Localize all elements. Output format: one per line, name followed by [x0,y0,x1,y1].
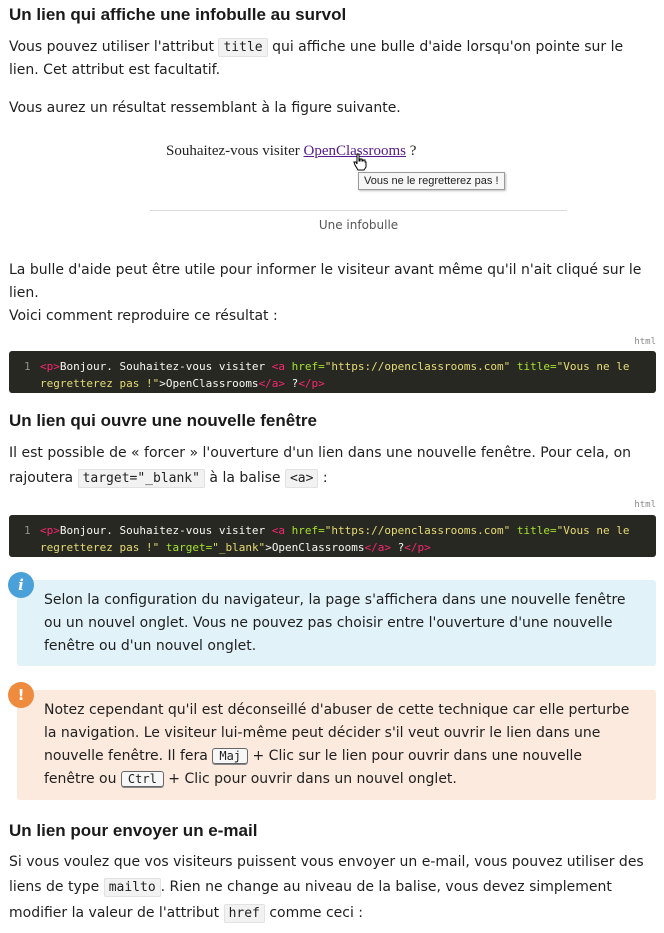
tag: </p> [404,541,431,554]
text: + Clic sur le lien pour ouvrir dans une nouvelle [252,748,583,764]
section-title-email: Un lien pour envoyer un e-mail [9,821,258,840]
text: liens de type [9,879,100,895]
text: fenêtre ou d'un nouvel onglet. [44,638,257,654]
tag: </a> [364,541,392,554]
tag: </p> [298,377,325,390]
text: La bulle d'aide peut être utile pour informer le visiteur avant même qu'il n'ait cliqué sur le [9,262,642,278]
text: lien. Cet attribut est facultatif. [9,62,221,78]
code-content [40,522,629,556]
code-lang-label: html [634,337,656,347]
tag-close: > [265,541,272,554]
figure-sentence [166,143,416,160]
text: lien. [9,285,39,301]
text: Voici comment reproduire ce résultat : [9,308,278,324]
hand-cursor-icon [352,153,368,171]
text: : [322,470,328,486]
paragraph-infobulle-intro [9,36,659,82]
code-block-infobulle[interactable] [9,351,656,393]
text: à la balise [209,470,281,486]
text: nouvelle fenêtre. Il fera [44,748,208,764]
attr: href= [285,360,325,373]
section-title-infobulle: Un lien qui affiche une infobulle au survol [9,5,347,24]
code-content [40,358,629,392]
text: Notez cependant qu'il est déconseillé d'abuser de cette technique car elle perturbe [44,702,630,718]
info-callout [17,580,656,666]
text: rajoutera [9,470,74,486]
text: modifier la valeur de l'attribut [9,905,220,921]
string: "_blank" [212,541,266,554]
text: ? [391,541,405,554]
text: Souhaitez-vous visiter [166,143,304,159]
paragraph-infobulle-usage [9,259,659,329]
text: OpenClassrooms [165,377,259,390]
tag: <p> [40,360,60,373]
line-number: 1 [24,360,31,373]
string: "https://openclassrooms.com" [324,360,511,373]
info-icon: i [8,572,34,598]
string: regretterez pas !" [40,377,160,390]
text: qui affiche une bulle d'aide lorsqu'on pointe sur le [272,39,624,55]
warning-icon: ! [8,682,34,708]
tag-close: > [159,377,166,390]
text: fenêtre ou [44,771,117,787]
figure-caption: Une infobulle [318,218,399,232]
attr: target= [159,541,213,554]
text: Si vous voulez que vos visiteurs puissent vous envoyer un e-mail, vous pouvez utiliser des [9,854,644,870]
tag: </a> [258,377,286,390]
attr: title= [510,524,557,537]
tag: <p> [40,524,60,537]
text: . Rien ne change au niveau de la balise, vous devez simplement [160,879,612,895]
tag: <a [271,524,286,537]
code-lang-label: html [634,500,656,510]
text: ou un nouvel onglet. Vous ne pouvez pas choisir entre l'ouverture d'une nouvelle [44,615,613,631]
string: "Vous ne le [556,360,630,373]
section-title-nouvelle-fenetre: Un lien qui ouvre une nouvelle fenêtre [9,411,317,430]
inline-code-target: target="_blank" [78,469,205,488]
paragraph-target-blank [9,442,659,490]
paragraph-result: Vous aurez un résultat ressemblant à la figure suivante. [9,100,401,116]
text: ? [405,143,417,159]
code-block-target-blank[interactable] [9,515,656,557]
line-number: 1 [24,524,31,537]
text: ? [285,377,299,390]
text: la navigation. Le visiteur lui-même peut décider s'il veut ouvrir le lien dans une [44,725,601,741]
inline-code-mailto: mailto [104,878,161,897]
figure-divider [150,210,567,211]
warning-callout [17,690,656,800]
tag: <a [271,360,286,373]
kbd-maj: Maj [212,748,248,764]
inline-code-title: title [218,38,267,57]
kbd-ctrl: Ctrl [121,771,164,787]
text: Vous pouvez utiliser l'attribut [9,39,215,55]
text: Il est possible de « forcer » l'ouverture d'un lien dans une nouvelle fenêtre. Pour cela, on [9,445,632,461]
figure-link[interactable]: OpenClassrooms [303,143,406,159]
string: "https://openclassrooms.com" [324,524,511,537]
text: Bonjour. Souhaitez-vous visiter [59,360,272,373]
string: "Vous ne le [556,524,630,537]
paragraph-mailto [9,851,659,929]
inline-code-a-tag: <a> [285,469,318,488]
string: regretterez pas !" [40,541,160,554]
attr: title= [510,360,557,373]
attr: href= [285,524,325,537]
text: Bonjour. Souhaitez-vous visiter [59,524,272,537]
text: Selon la configuration du navigateur, la page s'affichera dans une nouvelle fenêtre [44,592,626,608]
tooltip: Vous ne le regretterez pas ! [358,172,505,190]
text: + Clic pour ouvrir dans un nouvel onglet. [168,771,457,787]
inline-code-href: href [224,904,265,923]
text: OpenClassrooms [271,541,365,554]
text: comme ceci : [269,905,364,921]
